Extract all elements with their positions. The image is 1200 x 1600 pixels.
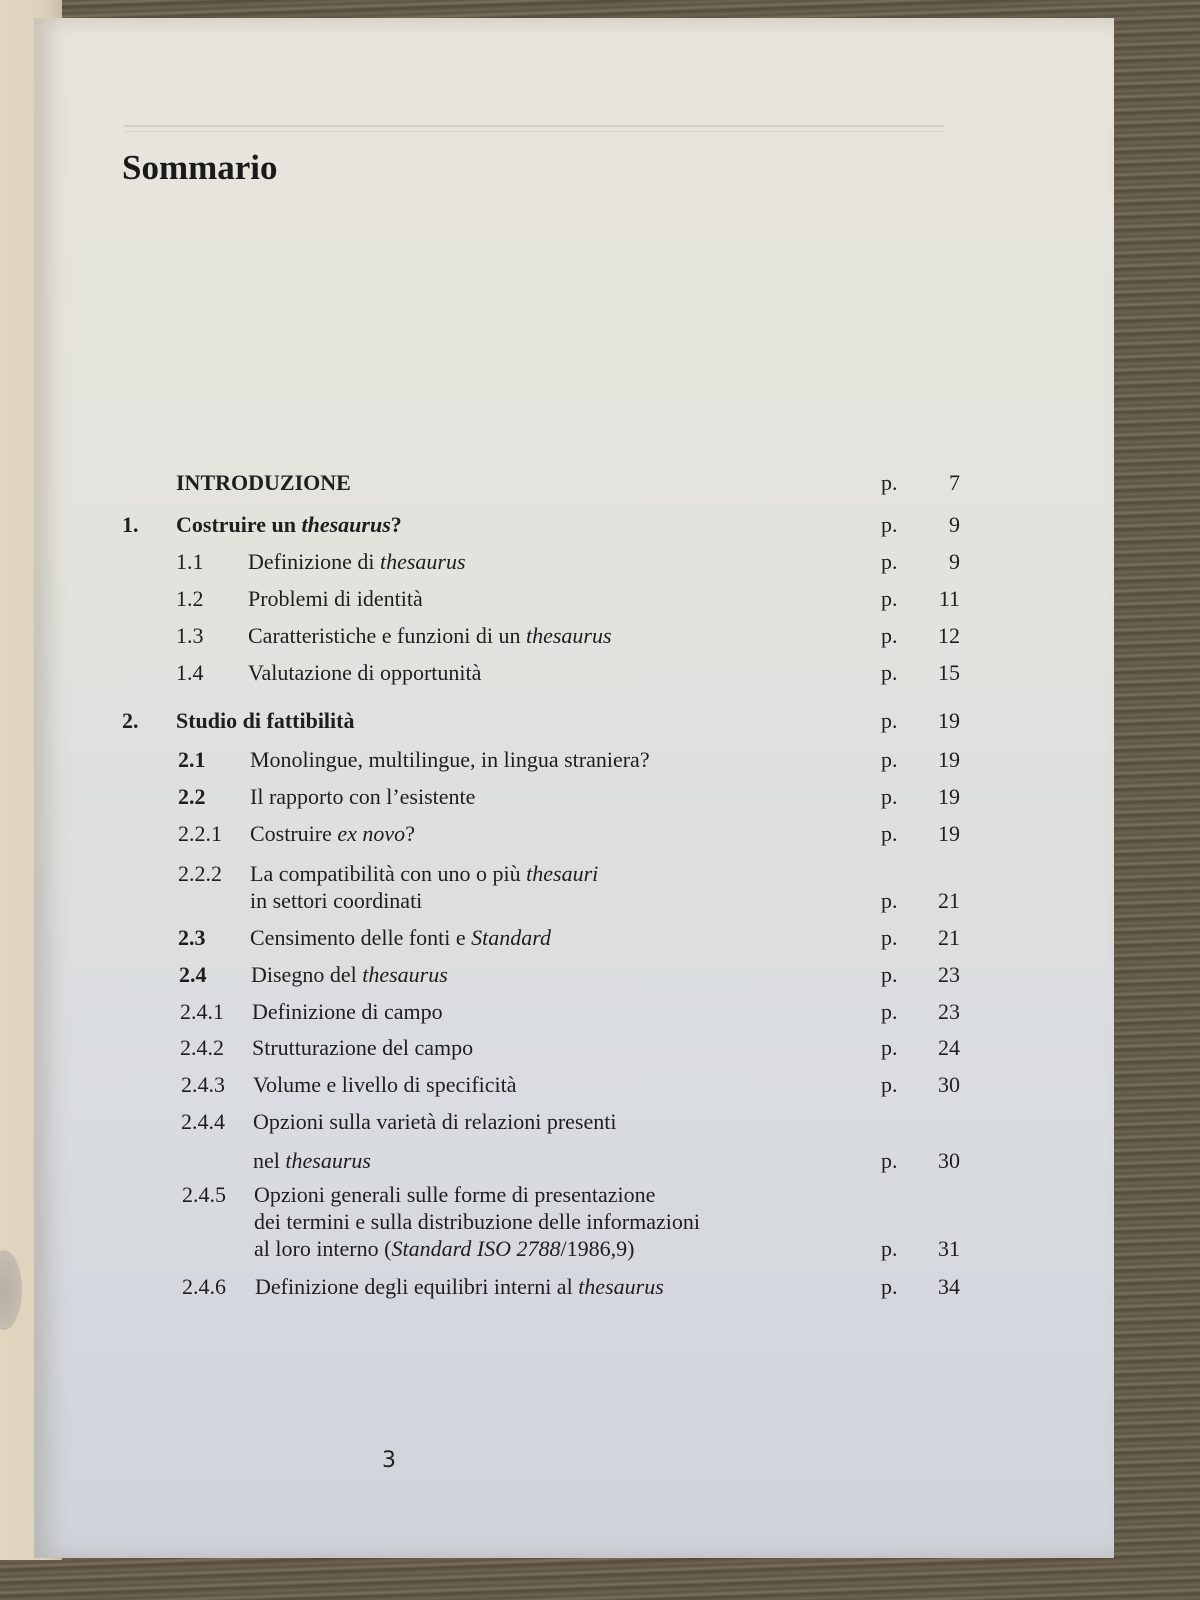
section-number: 2.2: [178, 784, 206, 809]
page-prefix: p.: [881, 1072, 898, 1097]
page-ref: 9: [949, 512, 960, 537]
page-prefix: p.: [881, 623, 898, 648]
page-prefix: p.: [881, 708, 898, 733]
toc-entry-title: nel thesaurus: [253, 1148, 371, 1173]
page-ref: 12: [938, 623, 960, 648]
page-ref: 31: [938, 1236, 960, 1261]
page-ref: 30: [938, 1072, 960, 1097]
page-prefix: p.: [881, 549, 898, 574]
section-number: 2.: [122, 708, 139, 733]
toc-entry-title: Problemi di identità: [248, 586, 423, 611]
toc-entry-title: in settori coordinati: [250, 888, 423, 913]
section-number: 1.4: [176, 660, 204, 685]
page-ref: 7: [949, 470, 960, 495]
toc-entry-title: Caratteristiche e funzioni di un thesaurus: [248, 623, 612, 648]
page-prefix: p.: [881, 962, 898, 987]
show-through-rule: [124, 125, 944, 132]
toc-entry-title: Opzioni sulla varietà di relazioni presenti: [253, 1109, 617, 1134]
toc-entry-title: Definizione degli equilibri interni al thesaurus: [255, 1274, 664, 1299]
toc-entry-title: Censimento delle fonti e Standard: [250, 925, 552, 950]
library-stamp: [0, 1250, 22, 1330]
section-number: 1.2: [176, 586, 204, 611]
page-prefix: p.: [881, 660, 898, 685]
section-number: 2.4.3: [181, 1072, 225, 1097]
page-ref: 30: [938, 1148, 960, 1173]
page-prefix: p.: [881, 586, 898, 611]
section-number: 2.2.1: [178, 821, 222, 846]
toc-entry-title: Strutturazione del campo: [252, 1035, 474, 1060]
page-prefix: p.: [881, 470, 898, 495]
toc-entry-title: Il rapporto con l’esistente: [250, 784, 476, 809]
section-number: 1.1: [176, 549, 204, 574]
page-ref: 19: [938, 708, 960, 733]
page-prefix: p.: [881, 888, 898, 913]
page-prefix: p.: [881, 1274, 898, 1299]
section-number: 2.4.2: [180, 1035, 224, 1060]
page-ref: 19: [938, 784, 960, 809]
page-prefix: p.: [881, 1035, 898, 1060]
section-number: 2.4.5: [182, 1182, 226, 1207]
section-number: 2.4: [179, 962, 207, 987]
section-number: 2.4.6: [182, 1274, 226, 1299]
toc-entry-title: INTRODUZIONE: [176, 470, 351, 495]
page-prefix: p.: [881, 747, 898, 772]
section-number: 2.2.2: [178, 861, 222, 886]
page-prefix: p.: [881, 512, 898, 537]
page-ref: 24: [938, 1035, 960, 1060]
page-ref: 21: [938, 925, 960, 950]
toc-entry-title: al loro interno (Standard ISO 2788/1986,9): [254, 1236, 635, 1261]
toc-entry-title: Opzioni generali sulle forme di presentazione: [254, 1182, 656, 1207]
section-number: 2.1: [178, 747, 206, 772]
toc-entry-title: dei termini e sulla distribuzione delle informazioni: [254, 1209, 700, 1234]
page-ref: 23: [938, 962, 960, 987]
page-prefix: p.: [881, 821, 898, 846]
section-number: 1.: [122, 512, 139, 537]
toc-entry-title: Studio di fattibilità: [176, 708, 355, 733]
toc-entry-title: Monolingue, multilingue, in lingua straniera?: [250, 747, 650, 772]
toc-entry-title: Valutazione di opportunità: [248, 660, 482, 685]
page-ref: 23: [938, 999, 960, 1024]
page-ref: 11: [938, 586, 960, 611]
toc-entry-title: Costruire ex novo?: [250, 821, 415, 846]
section-number: 2.4.4: [181, 1109, 225, 1134]
toc-entry-title: Costruire un thesaurus?: [176, 512, 402, 537]
page-ref: 34: [938, 1274, 960, 1299]
toc-entry-title: Disegno del thesaurus: [251, 962, 448, 987]
section-number: 1.3: [176, 623, 204, 648]
page-ref: 19: [938, 821, 960, 846]
page-ref: 9: [949, 549, 960, 574]
page-ref: 15: [938, 660, 960, 685]
toc-entry-title: Volume e livello di specificità: [253, 1072, 517, 1097]
page-number: 3: [382, 1448, 396, 1473]
section-number: 2.3: [178, 925, 206, 950]
toc-entry-title: Definizione di thesaurus: [248, 549, 466, 574]
page-prefix: p.: [881, 925, 898, 950]
page-prefix: p.: [881, 784, 898, 809]
page-ref: 19: [938, 747, 960, 772]
page-title: Sommario: [122, 148, 278, 187]
toc-entry-title: La compatibilità con uno o più thesauri: [250, 861, 599, 886]
page-ref: 21: [938, 888, 960, 913]
page-prefix: p.: [881, 1148, 898, 1173]
page-prefix: p.: [881, 1236, 898, 1261]
page-prefix: p.: [881, 999, 898, 1024]
toc-entry-title: Definizione di campo: [252, 999, 443, 1024]
section-number: 2.4.1: [180, 999, 224, 1024]
